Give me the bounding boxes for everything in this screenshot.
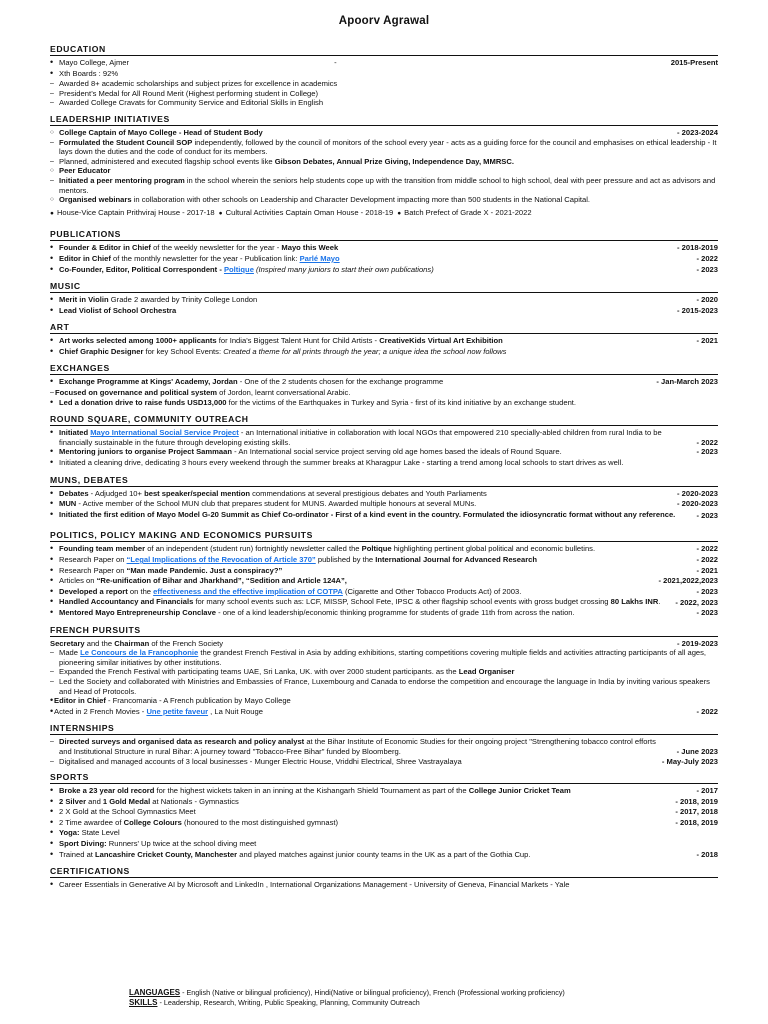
section-title: INTERNSHIPS xyxy=(50,723,718,735)
exchanges-section xyxy=(50,363,718,408)
certifications-section xyxy=(50,866,718,891)
list-item: • MUN - Active member of the School MUN club that prepares student for MUNS. Awarded multiple honours at several MUNs. - 2020-2023 xyxy=(50,499,718,510)
list-item: • Debates - Adjudged 10+ best speaker/special mention commendations at several prestigious debates and Youth Parliaments - 2020-2023 xyxy=(50,489,718,500)
section-title: PUBLICATIONS xyxy=(50,229,718,241)
section-title: LEADERSHIP INITIATIVES xyxy=(50,114,718,126)
music-section xyxy=(50,281,718,316)
list-item: • Mentored Mayo Entrepreneurship Conclave - one of a kind leadership/economic thinking programme for students of grade 11th from across the nation. - 2023 xyxy=(50,608,718,619)
bullet-icon xyxy=(50,347,59,358)
section-title: EXCHANGES xyxy=(50,363,718,375)
section-title: ART xyxy=(50,322,718,334)
languages-label: LANGUAGES xyxy=(129,988,181,997)
list-item: ● Cultural Activities Captain Oman House - 2018-19 xyxy=(219,208,394,219)
concours-link[interactable]: Le Concours de la Francophonie xyxy=(80,648,199,658)
circle-bullet-icon xyxy=(50,195,59,205)
list-item: – Formulated the Student Council SOP independently, followed by the council of monitors of the school every year - acts as a guiding force for the council and emphasises on ethical leadership - It lays down the duties and the code of conduct for its members. xyxy=(50,138,718,157)
parle-mayo-link[interactable]: Parlé Mayo xyxy=(299,253,340,263)
list-item: • Handled Accountancy and Financials for many school events such as: LCF, MISSP, School Fete, IPSC & other flagship school events with gross budget crossing 80 Lakhs INR. - 2022, 2023 xyxy=(50,597,718,608)
bullet-icon xyxy=(50,208,57,217)
list-item: • Xth Boards : 92% xyxy=(50,69,718,80)
cotpa-link[interactable]: effectiveness and the effective implication of COTPA xyxy=(153,586,343,596)
footer xyxy=(129,988,565,1008)
poltique-link[interactable]: Poltique xyxy=(223,264,254,274)
section-title: FRENCH PURSUITS xyxy=(50,625,718,637)
list-item: • Trained at Lancashire Cricket County, Manchester and played matches against junior county teams in the UK as a part of the Gothia Cup. - 2018 xyxy=(50,850,718,861)
dash-icon xyxy=(50,648,59,658)
bullet-icon xyxy=(50,265,59,276)
list-item: – Awarded 8+ academic scholarships and subject prizes for excellence in academics xyxy=(50,79,718,89)
art-section xyxy=(50,322,718,357)
list-item: • Led a donation drive to raise funds USD13,000 for the victims of the Earthquakes in Turkey and Syria - first of its kind initiative by an exchange student. xyxy=(50,398,718,409)
bullet-icon xyxy=(50,377,59,388)
list-item: • Developed a report on the effectiveness and the effective implication of COTPA (Cigarette and Other Tobacco Products Act) of 2003. - 2023 xyxy=(50,587,718,598)
list-item: • Broke a 23 year old record for the highest wickets taken in an inning at the Kishangarh Shield Tournament as part of the College Junior Cricket Team - 2017 xyxy=(50,786,718,797)
list-item: • Editor in Chief of the monthly newsletter for the year - Publication link: Parlé Mayo - 2022 xyxy=(50,254,718,265)
list-item: • Chief Graphic Designer for key School Events: Created a theme for all prints through the year; a unique idea the school now follows xyxy=(50,347,718,358)
list-item: • Editor in Chief - Francomania - A French publication by Mayo College xyxy=(50,696,718,707)
internships-section xyxy=(50,723,718,766)
section-title: ROUND SQUARE, COMMUNITY OUTREACH xyxy=(50,414,718,426)
bullet-icon xyxy=(50,306,59,317)
bullet-icon xyxy=(50,69,59,80)
dash-icon xyxy=(50,176,59,186)
list-item: – Awarded College Cravats for Community Service and Editorial Skills in English xyxy=(50,98,718,108)
list-item: – Initiated a peer mentoring program in the school wherein the seniors help students cope up with the transition from middle school to high school, deal with peer pressure and act as advisors and mentors. xyxy=(50,176,718,195)
list-item: – President’s Medal for All Round Merit (Highest performing student in College) xyxy=(50,89,718,99)
une-petite-faveur-link[interactable]: Une petite faveur xyxy=(146,706,209,716)
house-roles xyxy=(50,208,718,219)
list-item: • Founding team member of an independent (student run) fortnightly newsletter called the Poltique highlighting pertinent global political and economic bulletins. - 2022 xyxy=(50,544,718,555)
bullet-icon xyxy=(50,398,59,409)
list-item: • Articles on “Re-unification of Bihar and Jharkhand”, “Sedition and Article 124A”, - 2021,2022,2023 xyxy=(50,576,718,587)
politics-section xyxy=(50,530,718,618)
section-title: MUSIC xyxy=(50,281,718,293)
list-item: • Initiated Mayo International Social Service Project - an International initiative in collaboration with local NGOs that empowered 210 specially-abled children from rural India to be financially sustainable in the future through developing existing skills. - 2022 xyxy=(50,428,718,447)
list-item: – Directed surveys and organised data as research and policy analyst at the Bihar Institute of Economic Studies for their ongoing project "Strengthening tobacco control efforts and Institutional Structure in rural Bihar: A journey toward "Tobacco-Free Bihar" funded by Bloomberg. - June 2023 xyxy=(50,737,718,756)
bullet-icon xyxy=(50,880,59,891)
list-item: • Research Paper on “Man made Pandemic. Just a conspiracy?” - 2021 xyxy=(50,566,718,577)
section-title: POLITICS, POLICY MAKING AND ECONOMICS PURSUITS xyxy=(50,530,718,542)
dash-icon xyxy=(50,138,59,148)
dash-icon xyxy=(50,757,59,767)
article-370-link[interactable]: “Legal Implications of the Revocation of Article 370” xyxy=(126,555,316,564)
list-item: ○ Peer Educator xyxy=(50,166,718,176)
section-title: CERTIFICATIONS xyxy=(50,866,718,878)
list-item: • Career Essentials in Generative AI by Microsoft and LinkedIn , International Organizations Management - University of Geneva, Financial Markets - Yale xyxy=(50,880,718,891)
dash-icon xyxy=(50,157,59,167)
bullet-icon xyxy=(50,608,59,619)
leadership-section xyxy=(50,114,718,218)
list-item: • Yoga: State Level xyxy=(50,828,718,839)
list-item: • Research Paper on “Legal Implications of the Revocation of Article 370” published by the International Journal for Advanced Research - 2022 xyxy=(50,555,718,566)
muns-section xyxy=(50,475,718,521)
list-item: – Digitalised and managed accounts of 3 local businesses - Munger Electric House, Vriddhi Electrical, Shree Vastrayalaya - May-July 2023 xyxy=(50,757,718,767)
dash-icon xyxy=(50,677,59,687)
dash-icon xyxy=(50,98,59,108)
section-title: SPORTS xyxy=(50,772,718,784)
list-item: • Founder & Editor in Chief of the weekly newsletter for the year - Mayo this Week - 2018-2019 xyxy=(50,243,718,254)
list-item: ○ Organised webinars in collaboration with other schools on Leadership and Character Development impacting more than 500 students in the National Capital. xyxy=(50,195,718,205)
list-item: • Mayo College, Ajmer - 2015-Present xyxy=(50,58,718,69)
sports-section xyxy=(50,772,718,860)
list-item: ○ College Captain of Mayo College - Head of Student Body - 2023-2024 xyxy=(50,128,718,138)
list-item: ● Batch Prefect of Grade X - 2021-2022 xyxy=(397,208,531,219)
list-item: • 2 Time awardee of College Colours (honoured to the most distinguished gymnast) - 2018, 2019 xyxy=(50,818,718,829)
list-item: • Art works selected among 1000+ applicants for India's Biggest Talent Hunt for Child Artists - CreativeKids Virtual Art Exhibition - 2021 xyxy=(50,336,718,347)
list-item: ● House-Vice Captain Prithviraj House - 2017-18 xyxy=(50,208,215,219)
publications-section xyxy=(50,229,718,275)
list-item: – Focused on governance and political system of Jordon, learnt conversational Arabic. xyxy=(50,388,718,398)
missp-link[interactable]: Mayo International Social Service Project xyxy=(90,428,239,438)
bullet-icon xyxy=(50,555,59,566)
list-item: – Expanded the French Festival with participating teams UAE, Sri Lanka, UK. with over 2000 student participants. as the Lead Organiser xyxy=(50,667,718,677)
list-item: • Exchange Programme at Kings' Academy, Jordan - One of the 2 students chosen for the exchange programme - Jan-March 2023 xyxy=(50,377,718,388)
french-section xyxy=(50,625,718,718)
list-item: Secretary and the Chairman of the French Society - 2019-2023 xyxy=(50,638,718,648)
list-item: • 2 Silver and 1 Gold Medal at Nationals - Gymnastics - 2018, 2019 xyxy=(50,797,718,808)
list-item: – Made Le Concours de la Francophonie the grandest French Festival in Asia by adding exhibitions, starting competitions covering multiple fields and activities attracting participants of all ages, pioneering similar initiatives by other institutions. xyxy=(50,648,718,667)
bullet-icon xyxy=(50,850,59,861)
circle-bullet-icon xyxy=(50,128,59,138)
round-square-section xyxy=(50,414,718,468)
dash-icon xyxy=(50,737,59,747)
dash-icon xyxy=(50,89,59,99)
bullet-icon xyxy=(50,458,59,469)
circle-bullet-icon xyxy=(50,166,59,176)
list-item: – Led the Society and collaborated with Ministries and Embassies of France, Luxembourg and Canada to endorse the competition and encourage the language in India by inviting various speakers and Head of Protocols. xyxy=(50,677,718,696)
dash-icon xyxy=(50,79,59,89)
section-title: MUNS, DEBATES xyxy=(50,475,718,487)
list-item: • Co-Founder, Editor, Political Correspondent - Poltique (Inspired many juniors to start their own publications) - 2023 xyxy=(50,265,718,276)
list-item: • Mentoring juniors to organise Project Sammaan - An International social service project serving old age homes based the ideals of Round Square. - 2023 xyxy=(50,447,718,458)
list-item: • Sport Diving: Runners' Up twice at the school diving meet xyxy=(50,839,718,850)
list-item: • 2 X Gold at the School Gymnastics Meet - 2017, 2018 xyxy=(50,807,718,818)
bullet-icon xyxy=(50,254,59,265)
list-item: • Merit in Violin Grade 2 awarded by Trinity College London - 2020 xyxy=(50,295,718,306)
bullet-icon xyxy=(50,428,59,439)
list-item: • Initiated the first edition of Mayo Model G-20 Summit as Chief Co-ordinator - First of a kind event in the country. Formulated the idiosyncratic format without any reference. - 2023 xyxy=(50,510,718,521)
languages-line: LANGUAGES - English (Native or bilingual proficiency), Hindi(Native or bilingual proficiency), French (Professional working proficiency) xyxy=(129,988,565,997)
list-item: – Planned, administered and executed flagship school events like Gibson Debates, Annual Prize Giving, Independence Day, MMRSC. xyxy=(50,157,718,167)
bullet-icon xyxy=(50,510,59,521)
bullet-icon xyxy=(50,58,59,69)
resume-page xyxy=(50,15,718,891)
skills-line: SKILLS - Leadership, Research, Writing, Public Speaking, Planning, Community Outreach xyxy=(129,998,420,1007)
list-item: • Acted in 2 French Movies - Une petite faveur , La Nuit Rouge - 2022 xyxy=(50,707,718,718)
skills-label: SKILLS xyxy=(129,998,158,1007)
section-title: EDUCATION xyxy=(50,44,718,56)
list-item: • Initiated a cleaning drive, dedicating 3 hours every weekend through the summer breaks at Kharagpur Lake - starting a trend among local schools to start drives as well. xyxy=(50,458,718,469)
education-section xyxy=(50,44,718,108)
dash-icon xyxy=(50,667,59,677)
bullet-icon xyxy=(219,208,226,217)
candidate-name: Apoorv Agrawal xyxy=(338,15,430,27)
list-item: • Lead Violist of School Orchestra - 2015-2023 xyxy=(50,306,718,317)
